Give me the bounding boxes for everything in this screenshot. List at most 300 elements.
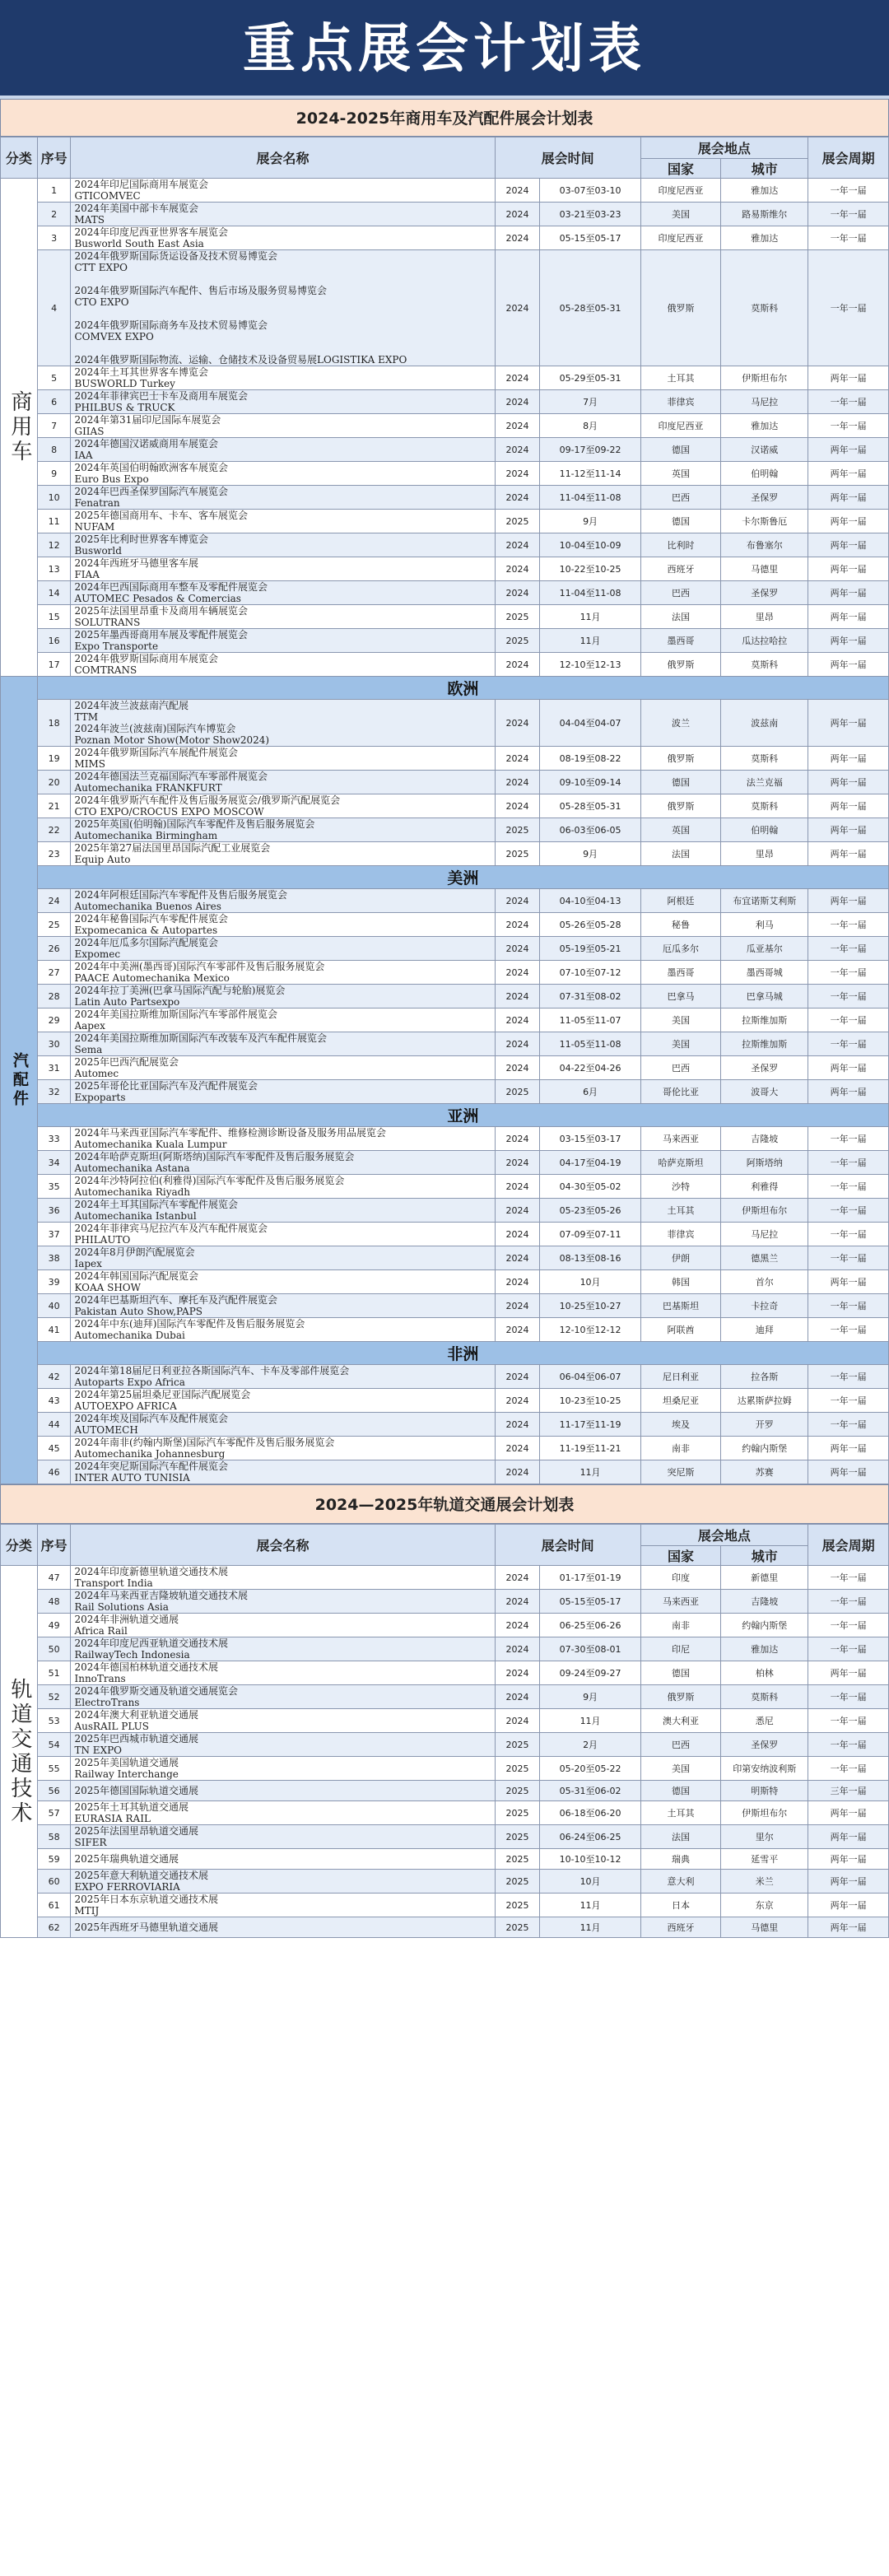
- row-no: 58: [37, 1825, 71, 1849]
- row-year: 2024: [495, 1566, 540, 1590]
- row-year: 2024: [495, 1270, 540, 1294]
- row-country: 菲律宾: [640, 390, 721, 414]
- row-year: 2024: [495, 1661, 540, 1685]
- row-country: 德国: [640, 510, 721, 533]
- row-name: 2025年意大利轨道交通技术展 EXPO FERROVIARIA: [71, 1870, 495, 1894]
- row-name: 2024年拉丁美洲(巴拿马国际汽配与轮胎)展览会 Latin Auto Partsexpo: [71, 985, 495, 1009]
- row-no: 5: [37, 366, 71, 390]
- row-cycle: 一年一届: [808, 1590, 889, 1614]
- row-city: 法兰克福: [721, 771, 808, 794]
- row-cycle: 一年一届: [808, 1566, 889, 1590]
- row-no: 14: [37, 581, 71, 605]
- row-year: 2024: [495, 1709, 540, 1733]
- row-date: 11-05至11-08: [540, 1032, 640, 1056]
- row-name: 2024年第31届印尼国际车展览会 GIIAS: [71, 414, 495, 438]
- row-name: 2024年非洲轨道交通展 Africa Rail: [71, 1614, 495, 1637]
- row-city: 拉斯维加斯: [721, 1009, 808, 1032]
- row-date: 07-31至08-02: [540, 985, 640, 1009]
- table-row: [1, 557, 889, 581]
- row-no: 55: [37, 1757, 71, 1781]
- table-row: [1, 1270, 889, 1294]
- row-year: 2024: [495, 961, 540, 985]
- row-country: 俄罗斯: [640, 653, 721, 677]
- row-date: 11月: [540, 1894, 640, 1917]
- row-name: 2024年菲律宾马尼拉汽车及汽车配件展览会 PHILAUTO: [71, 1223, 495, 1246]
- row-country: 菲律宾: [640, 1223, 721, 1246]
- row-year: 2025: [495, 1733, 540, 1757]
- row-date: 10-22至10-25: [540, 557, 640, 581]
- region-row: [1, 866, 889, 889]
- row-cycle: 两年一届: [808, 747, 889, 771]
- table-row: [1, 1733, 889, 1757]
- header-time: 展会时间: [495, 1525, 640, 1566]
- row-no: 13: [37, 557, 71, 581]
- row-country: 印度尼西亚: [640, 414, 721, 438]
- row-name: 2024年巴西圣保罗国际汽车展览会 Fenatran: [71, 486, 495, 510]
- row-name: 2024年澳大利亚轨道交通展 AusRAIL PLUS: [71, 1709, 495, 1733]
- row-city: 吉隆坡: [721, 1590, 808, 1614]
- row-year: 2024: [495, 414, 540, 438]
- row-city: 达累斯萨拉姆: [721, 1389, 808, 1413]
- table-row: [1, 1199, 889, 1223]
- row-date: 04-22至04-26: [540, 1056, 640, 1080]
- row-cycle: 一年一届: [808, 1009, 889, 1032]
- row-name: 2024年美国中部卡车展览会 MATS: [71, 203, 495, 226]
- row-cycle: 两年一届: [808, 605, 889, 629]
- category-rail: 轨道交通技术: [1, 1566, 38, 1938]
- row-city: 印第安纳波利斯: [721, 1757, 808, 1781]
- row-year: 2024: [495, 390, 540, 414]
- row-name: 2025年瑞典轨道交通展: [71, 1849, 495, 1870]
- row-city: 莫斯科: [721, 250, 808, 366]
- row-city: 阿斯塔纳: [721, 1151, 808, 1175]
- row-no: 19: [37, 747, 71, 771]
- row-date: 05-20至05-22: [540, 1757, 640, 1781]
- table-row: [1, 1032, 889, 1056]
- row-year: 2024: [495, 889, 540, 913]
- row-no: 34: [37, 1151, 71, 1175]
- row-date: 10-25至10-27: [540, 1294, 640, 1318]
- row-year: 2024: [495, 1032, 540, 1056]
- row-city: 约翰内斯堡: [721, 1614, 808, 1637]
- table-row: [1, 1709, 889, 1733]
- row-country: 伊朗: [640, 1246, 721, 1270]
- table-row: [1, 653, 889, 677]
- row-no: 26: [37, 937, 71, 961]
- row-no: 44: [37, 1413, 71, 1437]
- table-row: [1, 1637, 889, 1661]
- table-row: [1, 1661, 889, 1685]
- row-name: 2024年西班牙马德里客车展 FIAA: [71, 557, 495, 581]
- row-name: 2024年俄罗斯汽车配件及售后服务展览会/俄罗斯汽配展览会 CTO EXPO/CROCUS EXPO MOSCOW: [71, 794, 495, 818]
- row-date: 05-31至06-02: [540, 1781, 640, 1801]
- row-name: 2025年墨西哥商用车展及零配件展览会 Expo Transporte: [71, 629, 495, 653]
- region-row: [1, 1104, 889, 1127]
- row-city: 伯明翰: [721, 462, 808, 486]
- row-cycle: 一年一届: [808, 1151, 889, 1175]
- table-row: [1, 1056, 889, 1080]
- row-date: 08-19至08-22: [540, 747, 640, 771]
- row-name: 2024年印度尼西亚世界客车展览会 Busworld South East Asia: [71, 226, 495, 250]
- header-country: 国家: [640, 159, 721, 179]
- row-country: 德国: [640, 771, 721, 794]
- row-year: 2024: [495, 226, 540, 250]
- table-row: [1, 486, 889, 510]
- table-row: [1, 1437, 889, 1460]
- row-country: 比利时: [640, 533, 721, 557]
- table-row: [1, 203, 889, 226]
- row-year: 2024: [495, 913, 540, 937]
- row-country: 法国: [640, 1825, 721, 1849]
- row-cycle: 两年一届: [808, 438, 889, 462]
- row-no: 32: [37, 1080, 71, 1104]
- table-row: [1, 1294, 889, 1318]
- row-country: 印尼: [640, 1637, 721, 1661]
- row-cycle: 一年一届: [808, 179, 889, 203]
- row-no: 51: [37, 1661, 71, 1685]
- row-year: 2025: [495, 1781, 540, 1801]
- row-date: 05-15至05-17: [540, 1590, 640, 1614]
- row-no: 2: [37, 203, 71, 226]
- row-city: 圣保罗: [721, 1056, 808, 1080]
- row-cycle: 两年一届: [808, 510, 889, 533]
- row-year: 2024: [495, 1223, 540, 1246]
- row-date: 09-10至09-14: [540, 771, 640, 794]
- row-cycle: 一年一届: [808, 1637, 889, 1661]
- row-name: 2025年美国轨道交通展 Railway Interchange: [71, 1757, 495, 1781]
- row-country: 印度: [640, 1566, 721, 1590]
- row-country: 俄罗斯: [640, 794, 721, 818]
- row-country: 日本: [640, 1894, 721, 1917]
- row-no: 38: [37, 1246, 71, 1270]
- row-no: 31: [37, 1056, 71, 1080]
- table-row: [1, 794, 889, 818]
- row-name: 2024年巴西国际商用车整车及零配件展览会 AUTOMEC Pesados & Comercias: [71, 581, 495, 605]
- row-year: 2024: [495, 1437, 540, 1460]
- row-city: 东京: [721, 1894, 808, 1917]
- row-name: 2024年印度尼西亚轨道交通技术展 RailwayTech Indonesia: [71, 1637, 495, 1661]
- row-city: 巴拿马城: [721, 985, 808, 1009]
- row-cycle: 一年一届: [808, 1614, 889, 1637]
- row-country: 美国: [640, 1032, 721, 1056]
- row-year: 2025: [495, 842, 540, 866]
- row-name: 2024年马来西亚国际汽车零配件、维修检测诊断设备及服务用品展览会 Automechanika Kuala Lumpur: [71, 1127, 495, 1151]
- row-city: 马尼拉: [721, 390, 808, 414]
- row-date: 09-17至09-22: [540, 438, 640, 462]
- row-name: 2024年波兰波兹南汽配展 TTM 2024年波兰(波兹南)国际汽车博览会 Poznan Motor Show(Motor Show2024): [71, 700, 495, 747]
- row-no: 33: [37, 1127, 71, 1151]
- row-country: 哈萨克斯坦: [640, 1151, 721, 1175]
- row-cycle: 一年一届: [808, 1413, 889, 1437]
- row-city: 延雪平: [721, 1849, 808, 1870]
- row-year: 2024: [495, 771, 540, 794]
- row-city: 圣保罗: [721, 1733, 808, 1757]
- row-cycle: 一年一届: [808, 226, 889, 250]
- row-cycle: 一年一届: [808, 1127, 889, 1151]
- row-date: 11月: [540, 605, 640, 629]
- row-no: 30: [37, 1032, 71, 1056]
- header-no: 序号: [37, 1525, 71, 1566]
- table-row: [1, 818, 889, 842]
- row-no: 41: [37, 1318, 71, 1342]
- row-date: 11-04至11-08: [540, 581, 640, 605]
- region-row: [1, 1342, 889, 1365]
- row-date: 03-07至03-10: [540, 179, 640, 203]
- row-year: 2024: [495, 581, 540, 605]
- row-cycle: 一年一届: [808, 1389, 889, 1413]
- row-date: 10-23至10-25: [540, 1389, 640, 1413]
- row-date: 07-09至07-11: [540, 1223, 640, 1246]
- table-row: [1, 1318, 889, 1342]
- row-cycle: 两年一届: [808, 1894, 889, 1917]
- row-cycle: 两年一届: [808, 1080, 889, 1104]
- table-row: [1, 1614, 889, 1637]
- row-country: 墨西哥: [640, 961, 721, 985]
- row-year: 2025: [495, 1757, 540, 1781]
- row-date: 07-30至08-01: [540, 1637, 640, 1661]
- row-city: 路易斯维尔: [721, 203, 808, 226]
- row-cycle: 两年一届: [808, 1870, 889, 1894]
- row-cycle: 一年一届: [808, 961, 889, 985]
- row-cycle: 一年一届: [808, 913, 889, 937]
- table-row: [1, 985, 889, 1009]
- table-row: [1, 1870, 889, 1894]
- row-cycle: 两年一届: [808, 889, 889, 913]
- row-no: 12: [37, 533, 71, 557]
- table-row: [1, 1460, 889, 1484]
- header-cycle: 展会周期: [808, 137, 889, 179]
- row-no: 6: [37, 390, 71, 414]
- table-row: [1, 1825, 889, 1849]
- section-title-auto: 2024-2025年商用车及汽配件展会计划表: [0, 99, 889, 137]
- table-row: [1, 1917, 889, 1938]
- row-city: 利马: [721, 913, 808, 937]
- row-no: 25: [37, 913, 71, 937]
- table-row: [1, 842, 889, 866]
- row-year: 2024: [495, 486, 540, 510]
- row-name: 2025年土耳其轨道交通展 EURASIA RAIL: [71, 1801, 495, 1825]
- row-cycle: 一年一届: [808, 937, 889, 961]
- row-name: 2025年德国商用车、卡车、客车展览会 NUFAM: [71, 510, 495, 533]
- row-country: 哥伦比亚: [640, 1080, 721, 1104]
- row-country: 厄瓜多尔: [640, 937, 721, 961]
- row-name: 2024年土耳其世界客车博览会 BUSWORLD Turkey: [71, 366, 495, 390]
- row-year: 2024: [495, 1056, 540, 1080]
- row-cycle: 两年一届: [808, 1825, 889, 1849]
- row-year: 2024: [495, 1590, 540, 1614]
- row-country: 巴西: [640, 1733, 721, 1757]
- row-cycle: 两年一届: [808, 366, 889, 390]
- header-location: 展会地点: [640, 137, 808, 159]
- row-country: 巴西: [640, 581, 721, 605]
- row-city: 拉斯维加斯: [721, 1032, 808, 1056]
- row-no: 10: [37, 486, 71, 510]
- category-parts: 汽配件: [1, 677, 38, 1484]
- row-date: 06-24至06-25: [540, 1825, 640, 1849]
- row-no: 28: [37, 985, 71, 1009]
- table-row: [1, 1127, 889, 1151]
- row-year: 2024: [495, 794, 540, 818]
- row-country: 澳大利亚: [640, 1709, 721, 1733]
- row-name: 2025年法国里昂重卡及商用车辆展览会 SOLUTRANS: [71, 605, 495, 629]
- table-row: [1, 937, 889, 961]
- row-city: 卡拉奇: [721, 1294, 808, 1318]
- row-country: 美国: [640, 1009, 721, 1032]
- row-cycle: 一年一届: [808, 414, 889, 438]
- row-cycle: 两年一届: [808, 842, 889, 866]
- row-city: 伊斯坦布尔: [721, 1199, 808, 1223]
- row-date: 04-30至05-02: [540, 1175, 640, 1199]
- row-city: 米兰: [721, 1870, 808, 1894]
- row-country: 阿根廷: [640, 889, 721, 913]
- row-cycle: 两年一届: [808, 1056, 889, 1080]
- row-date: 9月: [540, 842, 640, 866]
- table-row: [1, 366, 889, 390]
- table-row: [1, 1590, 889, 1614]
- row-city: 首尔: [721, 1270, 808, 1294]
- row-date: 09-24至09-27: [540, 1661, 640, 1685]
- row-country: 德国: [640, 1661, 721, 1685]
- row-city: 新德里: [721, 1566, 808, 1590]
- row-country: 秘鲁: [640, 913, 721, 937]
- header-category: 分类: [1, 137, 38, 179]
- table-row: [1, 1685, 889, 1709]
- row-country: 美国: [640, 1757, 721, 1781]
- row-cycle: 两年一届: [808, 581, 889, 605]
- row-no: 16: [37, 629, 71, 653]
- row-no: 56: [37, 1781, 71, 1801]
- row-year: 2025: [495, 1870, 540, 1894]
- row-name: 2024年韩国国际汽配展览会 KOAA SHOW: [71, 1270, 495, 1294]
- row-no: 4: [37, 250, 71, 366]
- row-date: 05-28至05-31: [540, 794, 640, 818]
- row-name: 2025年第27届法国里昂国际汽配工业展览会 Equip Auto: [71, 842, 495, 866]
- row-date: 12-10至12-13: [540, 653, 640, 677]
- row-date: 05-19至05-21: [540, 937, 640, 961]
- row-no: 40: [37, 1294, 71, 1318]
- row-country: 土耳其: [640, 1801, 721, 1825]
- row-city: 莫斯科: [721, 653, 808, 677]
- row-no: 22: [37, 818, 71, 842]
- row-year: 2024: [495, 179, 540, 203]
- row-date: 11-12至11-14: [540, 462, 640, 486]
- row-name: 2024年德国法兰克福国际汽车零部件展览会 Automechanika FRANKFURT: [71, 771, 495, 794]
- row-country: 波兰: [640, 700, 721, 747]
- row-country: 意大利: [640, 1870, 721, 1894]
- row-year: 2024: [495, 1199, 540, 1223]
- row-no: 7: [37, 414, 71, 438]
- row-date: 11-05至11-07: [540, 1009, 640, 1032]
- table-row: [1, 414, 889, 438]
- row-country: 俄罗斯: [640, 747, 721, 771]
- row-city: 莫斯科: [721, 794, 808, 818]
- table-row: [1, 250, 889, 366]
- row-city: 马德里: [721, 1917, 808, 1938]
- row-date: 04-10至04-13: [540, 889, 640, 913]
- row-name: 2024年阿根廷国际汽车零配件及售后服务展览会 Automechanika Buenos Aires: [71, 889, 495, 913]
- row-year: 2025: [495, 605, 540, 629]
- row-date: 10-04至10-09: [540, 533, 640, 557]
- row-country: 马来西亚: [640, 1127, 721, 1151]
- row-year: 2024: [495, 985, 540, 1009]
- row-cycle: 两年一届: [808, 1437, 889, 1460]
- row-cycle: 一年一届: [808, 1175, 889, 1199]
- table-row: [1, 462, 889, 486]
- row-name: 2024年俄罗斯国际汽车展配件展览会 MIMS: [71, 747, 495, 771]
- row-name: 2024年土耳其国际汽车零配件展览会 Automechanika Istanbul: [71, 1199, 495, 1223]
- table-row: [1, 1175, 889, 1199]
- row-city: 瓜达拉哈拉: [721, 629, 808, 653]
- row-cycle: 两年一届: [808, 818, 889, 842]
- row-city: 伊斯坦布尔: [721, 1801, 808, 1825]
- table-row: [1, 700, 889, 747]
- row-country: 瑞典: [640, 1849, 721, 1870]
- table-row: [1, 747, 889, 771]
- row-city: 布宜诺斯艾利斯: [721, 889, 808, 913]
- row-year: 2025: [495, 1849, 540, 1870]
- table-row: [1, 179, 889, 203]
- row-country: 俄罗斯: [640, 1685, 721, 1709]
- row-date: 10月: [540, 1870, 640, 1894]
- row-country: 法国: [640, 605, 721, 629]
- row-no: 42: [37, 1365, 71, 1389]
- page-title: 重点展会计划表: [0, 0, 889, 99]
- region-africa: 非洲: [37, 1342, 888, 1365]
- row-name: 2024年秘鲁国际汽车零配件展览会 Expomecanica & Autopartes: [71, 913, 495, 937]
- row-country: 俄罗斯: [640, 250, 721, 366]
- row-year: 2024: [495, 1009, 540, 1032]
- row-name: 2024年德国柏林轨道交通技术展 InnoTrans: [71, 1661, 495, 1685]
- table-row: [1, 913, 889, 937]
- table-row: [1, 629, 889, 653]
- row-cycle: 两年一届: [808, 629, 889, 653]
- row-date: 04-17至04-19: [540, 1151, 640, 1175]
- row-date: 11-19至11-21: [540, 1437, 640, 1460]
- row-year: 2024: [495, 700, 540, 747]
- row-no: 52: [37, 1685, 71, 1709]
- row-no: 43: [37, 1389, 71, 1413]
- table-row: [1, 1849, 889, 1870]
- row-no: 18: [37, 700, 71, 747]
- row-no: 1: [37, 179, 71, 203]
- table-row: [1, 605, 889, 629]
- row-cycle: 一年一届: [808, 985, 889, 1009]
- row-city: 瓜亚基尔: [721, 937, 808, 961]
- row-cycle: 一年一届: [808, 1365, 889, 1389]
- row-country: 德国: [640, 1781, 721, 1801]
- row-date: 9月: [540, 1685, 640, 1709]
- table-row: [1, 1151, 889, 1175]
- row-country: 英国: [640, 818, 721, 842]
- row-name: 2025年英国(伯明翰)国际汽车零配件及售后服务展览会 Automechanika Birmingham: [71, 818, 495, 842]
- row-cycle: 一年一届: [808, 1223, 889, 1246]
- row-name: 2024年美国拉斯维加斯国际汽车零部件展览会 Aapex: [71, 1009, 495, 1032]
- row-date: 11月: [540, 1709, 640, 1733]
- row-cycle: 一年一届: [808, 1733, 889, 1757]
- row-no: 3: [37, 226, 71, 250]
- row-date: 05-15至05-17: [540, 226, 640, 250]
- row-no: 17: [37, 653, 71, 677]
- table-row: [1, 581, 889, 605]
- row-name: 2025年哥伦比亚国际汽车及汽配件展览会 Expoparts: [71, 1080, 495, 1104]
- row-city: 利雅得: [721, 1175, 808, 1199]
- row-no: 23: [37, 842, 71, 866]
- row-date: 7月: [540, 390, 640, 414]
- header-city: 城市: [721, 159, 808, 179]
- row-no: 62: [37, 1917, 71, 1938]
- row-no: 36: [37, 1199, 71, 1223]
- row-no: 53: [37, 1709, 71, 1733]
